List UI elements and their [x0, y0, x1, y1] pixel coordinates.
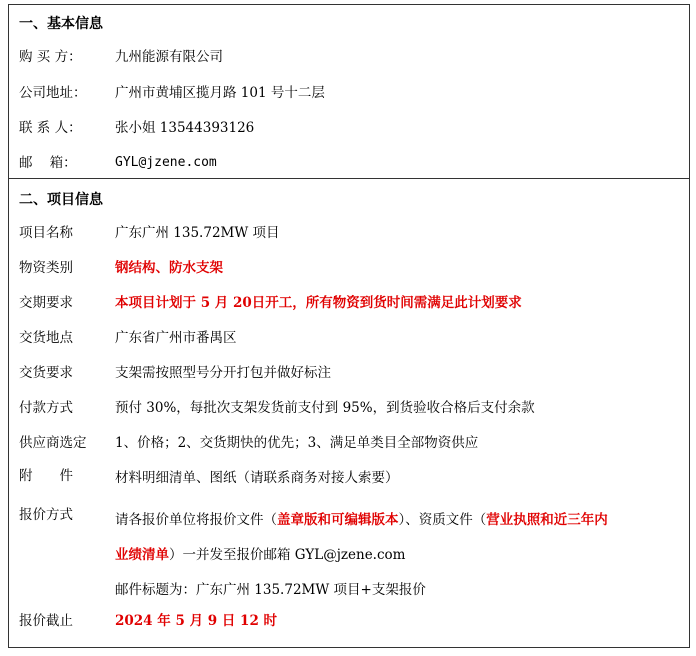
row-label: 交货要求 [19, 365, 73, 381]
row-value: 广东广州 135.72MW 项目 [115, 225, 280, 241]
email-label: 邮 箱： [19, 155, 77, 171]
row-label: 交货地点 [19, 330, 73, 346]
quote-line-1 [115, 510, 683, 530]
contact-label: 联 系 人： [19, 120, 82, 136]
address-value: 广州市黄埔区揽月路 101 号十二层 [115, 85, 325, 101]
row-value: 钢结构、防水支架 [115, 260, 223, 276]
row-value: 预付 30%，每批次支架发货前支付到 95%，到货验收合格后支付余款 [115, 400, 535, 416]
address-label: 公司地址： [19, 85, 87, 101]
row-value: 材料明细清单、图纸（请联系商务对接人索要） [115, 470, 399, 486]
quote-text: ）一并发至报价邮箱 GYL@jzene.com [169, 547, 406, 563]
contact-value: 张小姐 13544393126 [115, 120, 255, 136]
quote-text: ）、资质文件（ [398, 512, 487, 528]
row-label: 项目名称 [19, 225, 73, 241]
section-title-basic: 一、基本信息 [19, 16, 103, 32]
buyer-label: 购 买 方： [19, 49, 82, 65]
row-label: 附 件 [19, 468, 73, 484]
email-value: GYL@jzene.com [115, 155, 217, 170]
quote-text: 请各报价单位将报价文件（ [115, 512, 277, 528]
row-value: 本项目计划于 5 月 20日开工，所有物资到货时间需满足此计划要求 [115, 295, 522, 311]
row-label: 供应商选定 [19, 435, 87, 451]
quote-method-row [19, 505, 683, 605]
row-value: 广东省广州市番禺区 [115, 330, 237, 346]
section-title-project: 二、项目信息 [19, 192, 103, 208]
row-label: 付款方式 [19, 400, 73, 416]
deadline-label: 报价截止 [19, 613, 73, 629]
row-label: 物资类别 [19, 260, 73, 276]
buyer-value: 九州能源有限公司 [115, 49, 223, 65]
row-value: 1、价格；2、交货期快的优先；3、满足单类目全部物资供应 [115, 435, 479, 451]
row-label: 交期要求 [19, 295, 73, 311]
basic-info-section [8, 4, 690, 180]
quote-label: 报价方式 [19, 507, 73, 523]
deadline-value: 2024 年 5 月 9 日 12 时 [115, 613, 278, 629]
project-info-section [8, 178, 690, 648]
quote-line-3: 邮件标题为：广东广州 135.72MW 项目+支架报价 [115, 582, 426, 598]
quote-highlight: 营业执照和近三年内 [486, 512, 608, 528]
quote-highlight: 业绩清单 [115, 547, 169, 563]
row-value: 支架需按照型号分开打包并做好标注 [115, 365, 331, 381]
quote-line-2 [115, 545, 683, 565]
quote-highlight: 盖章版和可编辑版本 [277, 512, 399, 528]
